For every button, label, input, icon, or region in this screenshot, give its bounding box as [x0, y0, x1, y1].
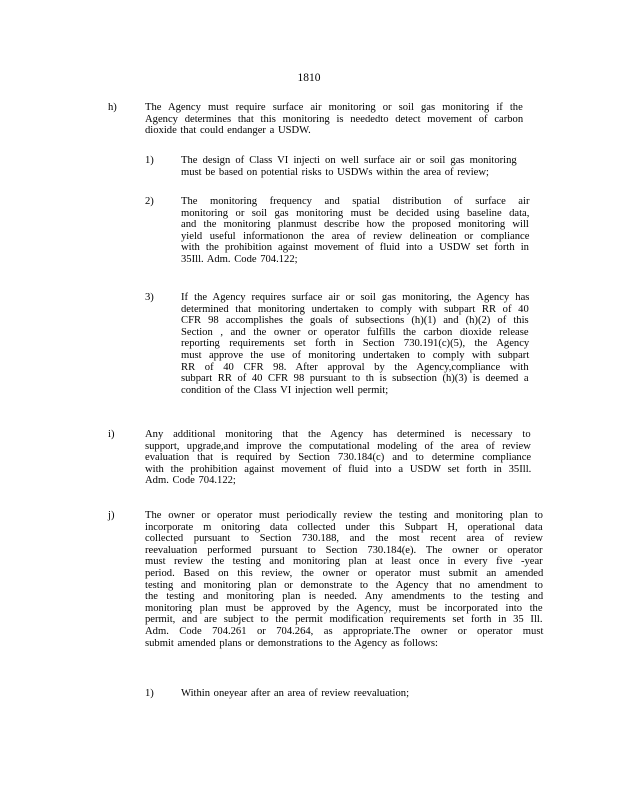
- text-line: The monitoring frequency and spatial distribution of surface air: [181, 196, 530, 207]
- paragraph-i: [145, 429, 531, 487]
- item-j1-label: 1): [145, 688, 154, 699]
- text-line: permit, and are subject to the permit modification requirements set forth in 35 Ill.: [145, 614, 543, 626]
- text-line: RR of 40 CFR 98. After approval by the Agency,compliance with: [181, 361, 529, 373]
- text-line: with the prohibition against movement of fluid into a USDW set forth in 35Ill.: [145, 463, 532, 475]
- paragraph-h-text: [145, 102, 523, 137]
- text-line: Within oneyear after an area of review reevaluation;: [181, 688, 410, 699]
- paragraph-i-text: [145, 429, 531, 487]
- text-line: condition of the Class VI injection well permit;: [181, 384, 389, 396]
- item-h1-text: [181, 155, 517, 178]
- paragraph-j-text: [145, 510, 543, 649]
- paragraph-h-label: h): [108, 102, 117, 113]
- item-h2-text: [181, 196, 529, 266]
- text-line: The design of Class VI injecti on well surface air or soil gas monitoring: [181, 155, 517, 166]
- text-line: Agency determines that this monitoring is neededto detect movement of carbon: [145, 113, 524, 125]
- text-line: must approve the use of monitoring undertaken to comply with subpart: [181, 349, 530, 361]
- text-line: monitoring or soil gas monitoring must be decided using baseline data,: [181, 207, 530, 219]
- paragraph-j-label: j): [108, 510, 115, 521]
- item-h3-text: [181, 292, 529, 396]
- text-line: with the prohibition against movement of fluid into a USDW set forth in: [181, 242, 529, 254]
- item-h2-label: 2): [145, 196, 154, 207]
- text-line: Adm. Code 704.261 or 704.264, as appropriate.The owner or operator must: [145, 625, 544, 637]
- text-line: evaluation that is required by Section 730.184(c) and to determine compliance: [145, 452, 532, 464]
- text-line: 35Ill. Adm. Code 704.122;: [181, 253, 298, 265]
- item-h2: [181, 196, 529, 266]
- text-line: dioxide that could endanger a USDW.: [145, 125, 311, 137]
- text-line: reporting requirements set forth in Section 730.191(c)(5), the Agency: [181, 338, 530, 350]
- text-line: incorporate m onitoring data collected under this Subpart H, operational data: [145, 521, 543, 533]
- text-line: monitoring plan must be approved by the Agency, must be incorporated into the: [145, 602, 543, 614]
- text-line: determined that monitoring undertaken to comply with subpart RR of 40: [181, 303, 529, 315]
- item-h3-label: 3): [145, 292, 154, 303]
- item-j1: [181, 688, 481, 700]
- text-line: support, upgrade,and improve the computational modeling of the area of review: [145, 440, 531, 452]
- text-line: must review the testing and monitoring plan at least once in every five -year: [145, 556, 543, 568]
- text-line: yield useful informationon the area of review delineation or compliance: [181, 230, 530, 242]
- text-line: submit amended plans or demonstrations to the Agency as follows:: [145, 637, 438, 649]
- text-line: Adm. Code 704.122;: [145, 475, 236, 487]
- page-number: 1810: [297, 72, 321, 84]
- item-h1-label: 1): [145, 155, 154, 166]
- paragraph-i-label: i): [108, 429, 115, 440]
- text-line: period. Based on this review, the owner or operator must submit an amended: [145, 567, 544, 579]
- text-line: Section , and the owner or operator fulfills the carbon dioxide release: [181, 326, 529, 338]
- text-line: The owner or operator must periodically review the testing and monitoring plan to: [145, 510, 543, 521]
- text-line: testing and monitoring plan or demonstrate to the Agency that no amendment to: [145, 579, 543, 591]
- text-line: reevaluation performed pursuant to Section 730.184(e). The owner or operator: [145, 544, 543, 556]
- paragraph-h: [145, 102, 523, 137]
- item-h1: [181, 155, 517, 178]
- item-h3: [181, 292, 529, 396]
- text-line: and the monitoring planmust describe how the proposed monitoring will: [181, 219, 529, 231]
- text-line: If the Agency requires surface air or soil gas monitoring, the Agency has: [181, 292, 530, 303]
- text-line: subpart RR of 40 CFR 98 pursuant to th is subsection (h)(3) is deemed a: [181, 373, 529, 385]
- text-line: must be based on potential risks to USDWs within the area of review;: [181, 166, 489, 178]
- item-j1-text: [181, 688, 481, 700]
- text-line: the testing and monitoring plan is needed. Any amendments to the testing and: [145, 591, 544, 603]
- text-line: The Agency must require surface air monitoring or soil gas monitoring if the: [145, 102, 523, 113]
- paragraph-j: [145, 510, 543, 649]
- text-line: collected pursuant to Section 730.188, and the most recent area of review: [145, 533, 543, 545]
- text-line: Any additional monitoring that the Agency has determined is necessary to: [145, 429, 531, 440]
- text-line: CFR 98 accomplishes the goals of subsections (h)(1) and (h)(2) of this: [181, 315, 529, 327]
